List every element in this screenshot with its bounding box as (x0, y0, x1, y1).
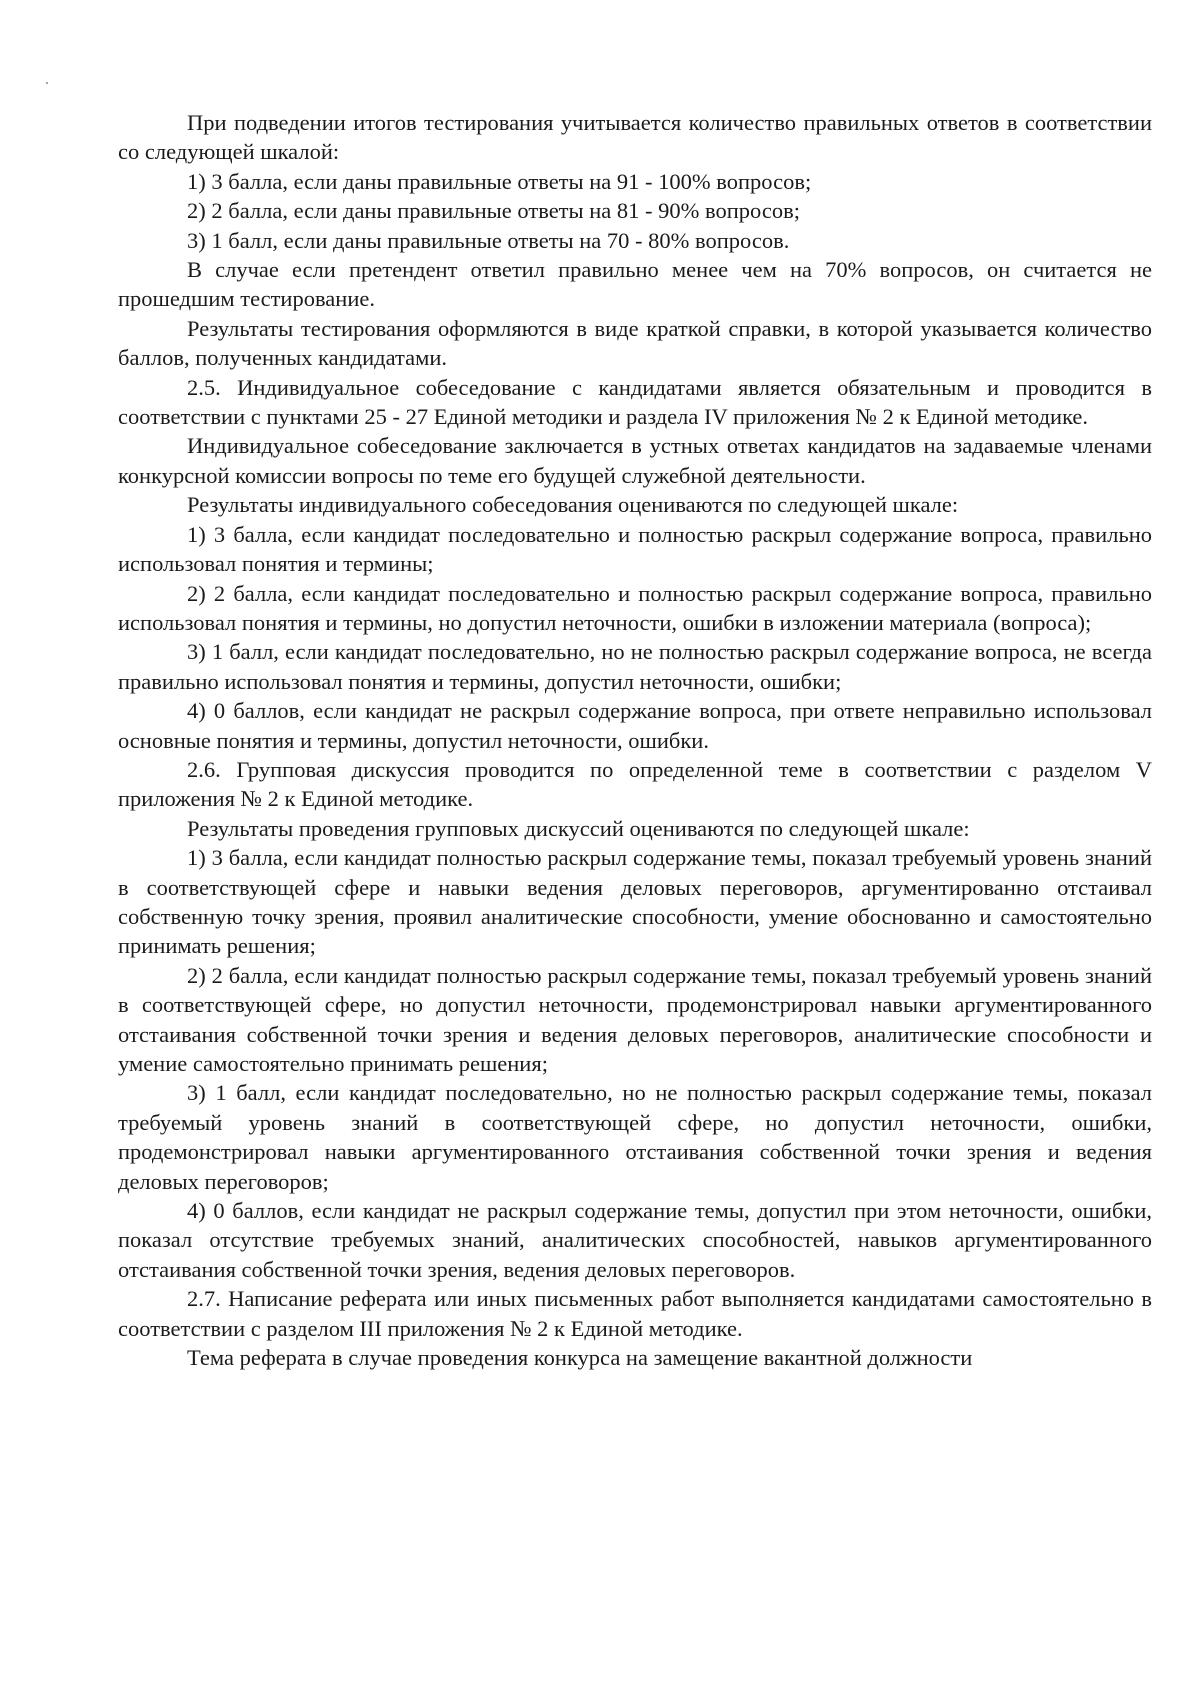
paragraph-interview-score-3: 1) 3 балла, если кандидат последовательно и полностью раскрыл содержание вопроса, правильно использовал понятия и термины; (118, 521, 1152, 577)
document-body (118, 108, 1152, 1372)
scan-speck (46, 82, 48, 84)
paragraph-score-3: 1) 3 балла, если даны правильные ответы на 91 - 100% вопросов; (187, 168, 812, 194)
paragraph-discussion-scale: Результаты проведения групповых дискуссий оцениваются по следующей шкале: (187, 815, 970, 841)
paragraph-score-2: 2) 2 балла, если даны правильные ответы на 81 - 90% вопросов; (187, 198, 800, 224)
paragraph-discussion-score-3: 1) 3 балла, если кандидат полностью раскрыл содержание темы, показал требуемый уровень знаний в соответствующей сфере и навыки ведения деловых переговоров, аргументированно отстаивал собственную точку зрения, проявил аналитические способности, умение обоснованно и самостоятельно принимать решения; (118, 845, 1152, 959)
paragraph-discussion-score-2: 2) 2 балла, если кандидат полностью раскрыл содержание темы, показал требуемый уровень знаний в соответствующей сфере, но допустил неточности, продемонстрировал навыки аргументированного отстаивания собственной точки зрения и ведения деловых переговоров, аналитические способности и умение самостоятельно принимать решения; (118, 962, 1152, 1076)
paragraph-test-report: Результаты тестирования оформляются в виде краткой справки, в которой указывается количество баллов, полученных кандидатами. (118, 315, 1152, 371)
paragraph-section-2-7: 2.7. Написание реферата или иных письменных работ выполняется кандидатами самостоятельно в соответствии с разделом III приложения № 2 к Единой методике. (118, 1286, 1152, 1341)
paragraph-score-1: 3) 1 балл, если даны правильные ответы на 70 - 80% вопросов. (187, 227, 790, 253)
paragraph-essay-topic: Тема реферата в случае проведения конкурса на замещение вакантной должности (187, 1345, 973, 1371)
paragraph-section-2-6: 2.6. Групповая дискуссия проводится по определенной теме в соответствии с разделом V приложения № 2 к Единой методике. (118, 756, 1152, 812)
paragraph-interview-scale: Результаты индивидуального собеседования оцениваются по следующей шкале: (187, 492, 959, 518)
paragraph-interview-description: Индивидуальное собеседование заключается в устных ответах кандидатов на задаваемые членами конкурсной комиссии вопросы по теме его будущей служебной деятельности. (118, 433, 1152, 488)
paragraph-discussion-score-0: 4) 0 баллов, если кандидат не раскрыл содержание темы, допустил при этом неточности, ошибки, показал отсутствие требуемых знаний, аналитических способностей, навыков аргументированного отстаивания собственной точки зрения, ведения деловых переговоров. (118, 1198, 1152, 1282)
paragraph-discussion-score-1: 3) 1 балл, если кандидат последовательно, но не полностью раскрыл содержание темы, показал требуемый уровень знаний в соответствующей сфере, но допустил неточности, ошибки, продемонстрировал навыки аргументированного отстаивания собственной точки зрения и ведения деловых переговоров; (118, 1080, 1152, 1194)
paragraph-testing-results: При подведении итогов тестирования учитывается количество правильных ответов в соответствии со следующей шкалой: (118, 110, 1152, 165)
paragraph-interview-score-2: 2) 2 балла, если кандидат последовательно и полностью раскрыл содержание вопроса, правильно использовал понятия и термины, но допустил неточности, ошибки в изложении материала (вопроса); (118, 580, 1152, 635)
paragraph-interview-score-0: 4) 0 баллов, если кандидат не раскрыл содержание вопроса, при ответе неправильно использовал основные понятия и термины, допустил неточности, ошибки. (118, 698, 1152, 753)
paragraph-failed-test: В случае если претендент ответил правильно менее чем на 70% вопросов, он считается не прошедшим тестирование. (118, 257, 1152, 312)
paragraph-section-2-5: 2.5. Индивидуальное собеседование с кандидатами является обязательным и проводится в соответствии с пунктами 25 - 27 Единой методики и раздела IV приложения № 2 к Единой методике. (118, 374, 1152, 430)
paragraph-interview-score-1: 3) 1 балл, если кандидат последовательно, но не полностью раскрыл содержание вопроса, не всегда правильно использовал понятия и термины, допустил неточности, ошибки; (118, 639, 1152, 694)
